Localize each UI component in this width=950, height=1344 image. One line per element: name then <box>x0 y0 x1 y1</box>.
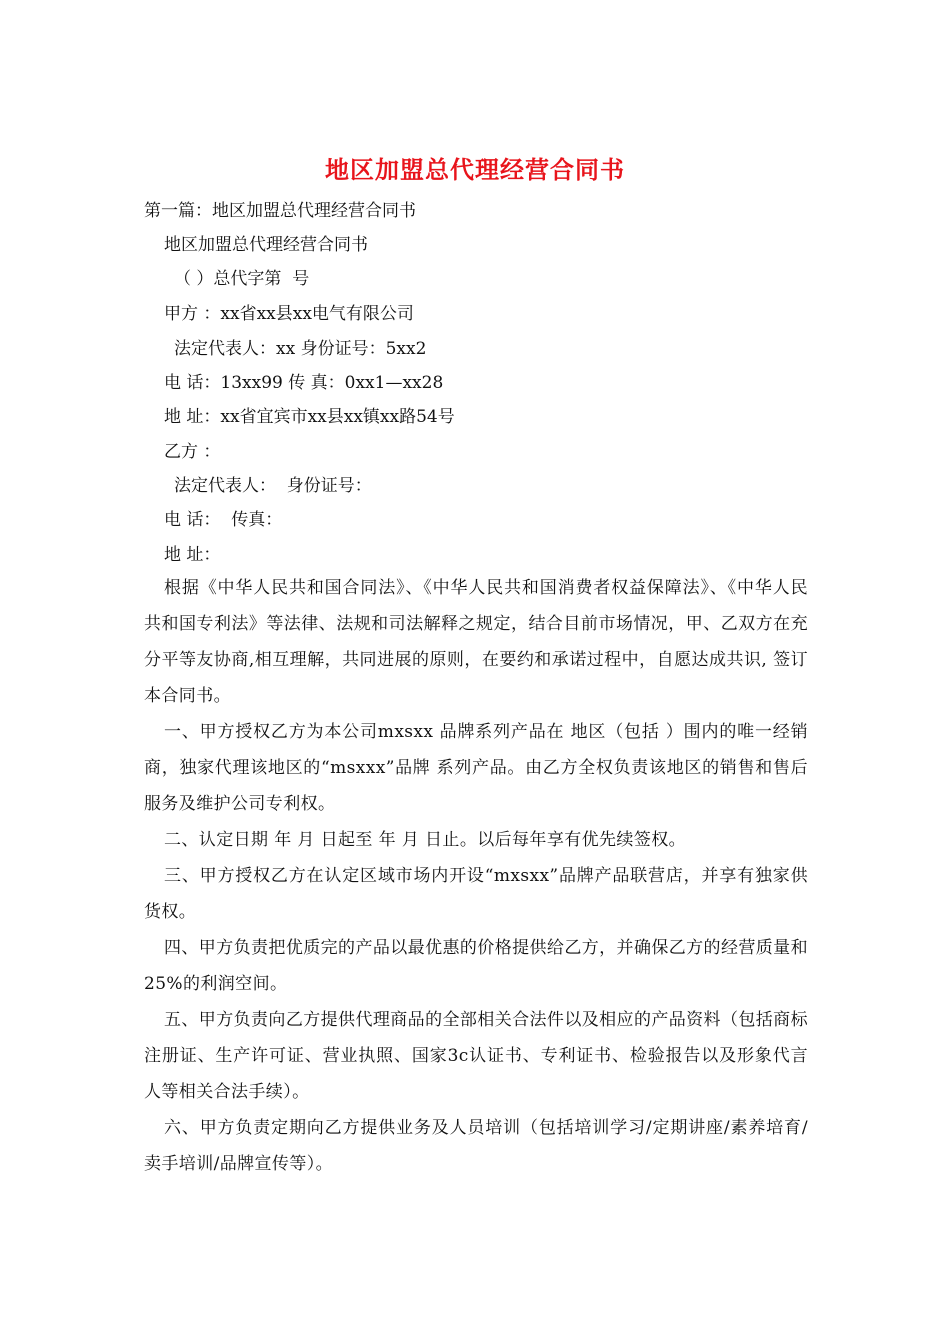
party-b-phone-line: 电 话： 传真： <box>164 510 283 530</box>
party-a-representative-line: 法定代表人：xx 身份证号：5xx2 <box>174 339 427 359</box>
paragraph-clause-1: 一、甲方授权乙方为本公司mxsxx 品牌系列产品在 地区（包括 ）围内的唯一经销商，独家代理该地区的“msxxx”品牌 系列产品。由乙方全权负责该地区的销售和售后服务及维护公司专利权。 <box>144 722 808 814</box>
contract-name-line: 地区加盟总代理经营合同书 <box>164 235 368 255</box>
paragraph-clause-5: 五、甲方负责向乙方提供代理商品的全部相关合法件以及相应的产品资料（包括商标注册证、生产许可证、营业执照、国家3c认证书、专利证书、检验报告以及形象代言人等相关合法手续）。 <box>144 1010 808 1102</box>
party-a-line: 甲方 ：xx省xx县xx电气有限公司 <box>164 304 414 324</box>
party-a-phone-line: 电 话：13xx99 传 真：0xx1—xx28 <box>164 373 444 393</box>
party-a-address-line: 地 址：xx省宜宾市xx县xx镇xx路54号 <box>164 407 455 427</box>
paragraph-preamble: 根据《中华人民共和国合同法》、《中华人民共和国消费者权益保障法》、《中华人民共和国专利法》等法律、法规和司法解释之规定，结合目前市场情况，甲、乙双方在充分平等友协商,相互理解，共同进展的原则，在要约和承诺过程中，自愿达成共识, 签订本合同书。 <box>144 578 808 706</box>
party-b-address-line: 地 址： <box>164 545 221 565</box>
paragraph-clause-2: 二、认定日期 年 月 日起至 年 月 日止。以后每年享有优先续签权。 <box>164 830 687 850</box>
contract-number-line: （ ）总代字第 号 <box>174 269 310 289</box>
document-title: 地区加盟总代理经营合同书 <box>325 155 625 184</box>
party-b-representative-line: 法定代表人： 身份证号： <box>174 476 372 496</box>
section-heading: 第一篇：地区加盟总代理经营合同书 <box>144 201 416 221</box>
paragraph-clause-6: 六、甲方负责定期向乙方提供业务及人员培训（包括培训学习/定期讲座/素养培育/卖手培训/品牌宣传等）。 <box>144 1118 808 1174</box>
party-b-line: 乙方 ： <box>164 442 221 462</box>
paragraph-clause-4: 四、甲方负责把优质完的产品以最优惠的价格提供给乙方，并确保乙方的经营质量和25%的利润空间。 <box>144 938 808 994</box>
paragraph-clause-3: 三、甲方授权乙方在认定区域市场内开设“mxsxx”品牌产品联营店，并享有独家供货权。 <box>144 866 808 922</box>
contract-body <box>144 570 808 1182</box>
